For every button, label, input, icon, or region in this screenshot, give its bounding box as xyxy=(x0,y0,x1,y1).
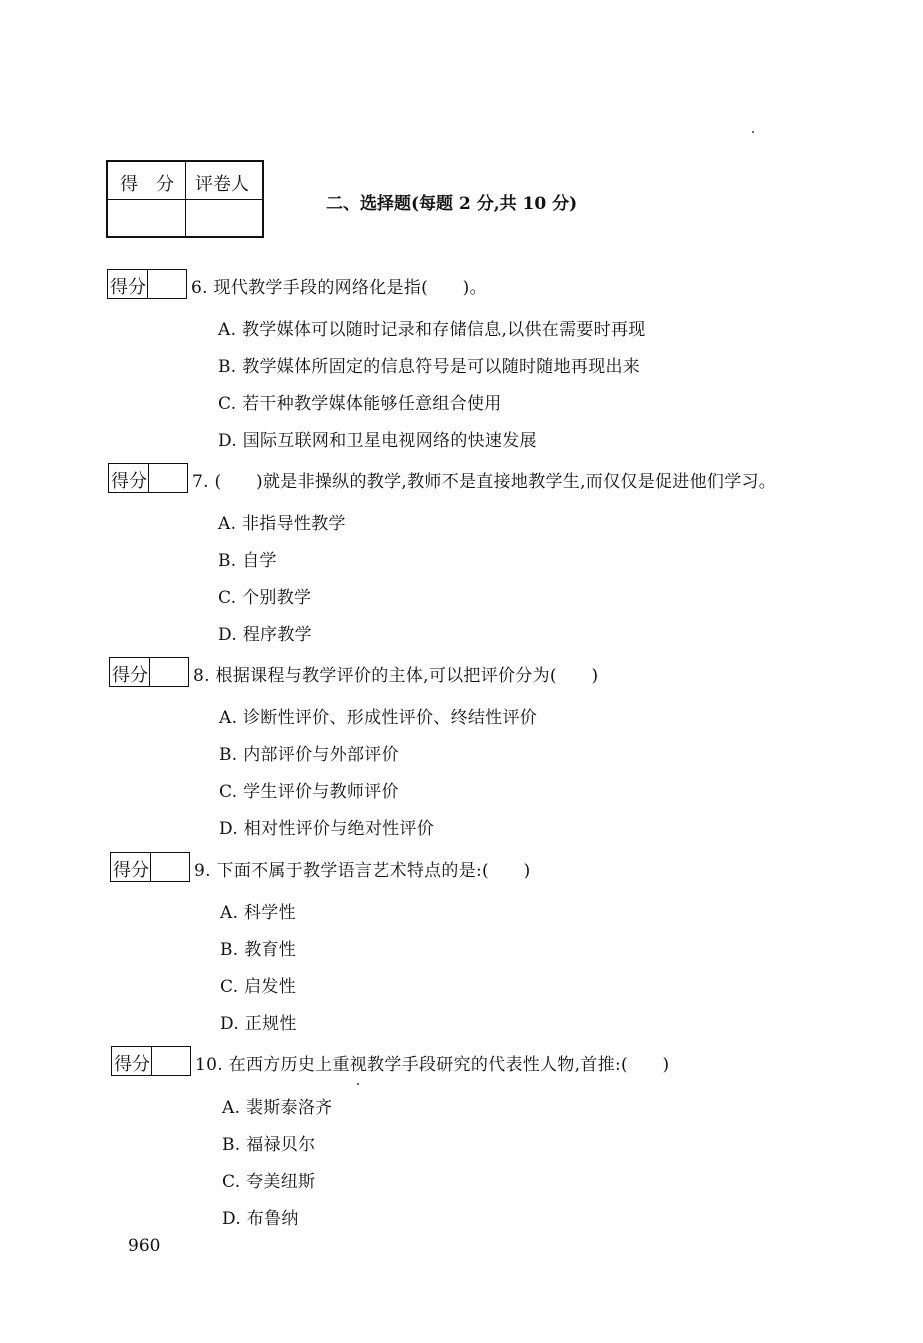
question-9-option-b: B. 教育性 xyxy=(220,940,297,960)
question-7-option-a: A. 非指导性教学 xyxy=(218,514,346,534)
grader-header: 评卷人 xyxy=(195,174,249,195)
score-box-label: 得分 xyxy=(112,665,148,686)
score-box-divider xyxy=(150,853,151,881)
question-7-option-b: B. 自学 xyxy=(218,551,277,571)
question-score-box xyxy=(109,657,189,687)
question-score-box xyxy=(111,1046,191,1076)
question-10: 10. 在西方历史上重视教学手段研究的代表性人物,首推:( ) xyxy=(195,1055,670,1075)
question-6-option-d: D. 国际互联网和卫星电视网络的快速发展 xyxy=(218,431,537,451)
score-box-label: 得分 xyxy=(111,471,147,492)
question-8-option-b: B. 内部评价与外部评价 xyxy=(219,745,399,765)
question-8-option-c: C. 学生评价与教师评价 xyxy=(219,782,399,802)
score-box-label: 得分 xyxy=(114,1054,150,1075)
question-6-option-c: C. 若干种教学媒体能够任意组合使用 xyxy=(218,394,502,414)
question-10-option-b: B. 福禄贝尔 xyxy=(222,1135,316,1155)
table-divider xyxy=(108,199,262,200)
question-7-option-c: C. 个别教学 xyxy=(218,588,312,608)
question-7-option-d: D. 程序教学 xyxy=(218,625,312,645)
question-score-box xyxy=(107,269,187,299)
question-8-option-a: A. 诊断性评价、形成性评价、终结性评价 xyxy=(219,708,538,728)
question-6: 6. 现代教学手段的网络化是指( )。 xyxy=(191,278,487,298)
question-9-option-c: C. 启发性 xyxy=(220,977,297,997)
score-box-label: 得分 xyxy=(110,277,146,298)
question-10-option-c: C. 夸美纽斯 xyxy=(222,1172,316,1192)
score-box-divider xyxy=(149,658,150,686)
question-9-option-a: A. 科学性 xyxy=(220,903,296,923)
question-9-option-d: D. 正规性 xyxy=(220,1014,297,1034)
scan-speck xyxy=(752,131,754,133)
section-title: 二、选择题(每题 2 分,共 10 分) xyxy=(326,194,578,214)
page-number: 960 xyxy=(128,1236,161,1256)
question-9: 9. 下面不属于教学语言艺术特点的是:( ) xyxy=(194,861,531,881)
grading-table xyxy=(106,160,264,238)
score-box-label: 得分 xyxy=(113,860,149,881)
question-7: 7. ( )就是非操纵的教学,教师不是直接地教学生,而仅仅是促进他们学习。 xyxy=(192,472,777,492)
question-6-option-b: B. 教学媒体所固定的信息符号是可以随时随地再现出来 xyxy=(218,357,641,377)
score-header: 得 分 xyxy=(120,174,174,195)
question-score-box xyxy=(110,852,190,882)
score-box-divider xyxy=(147,270,148,298)
question-score-box xyxy=(108,463,188,493)
question-8-option-d: D. 相对性评价与绝对性评价 xyxy=(219,819,435,839)
score-box-divider xyxy=(151,1047,152,1075)
question-8: 8. 根据课程与教学评价的主体,可以把评价分为( ) xyxy=(193,666,599,686)
scan-speck xyxy=(357,1083,359,1085)
question-6-option-a: A. 教学媒体可以随时记录和存储信息,以供在需要时再现 xyxy=(218,320,646,340)
score-box-divider xyxy=(148,464,149,492)
question-10-option-a: A. 裴斯泰洛齐 xyxy=(222,1098,333,1118)
question-10-option-d: D. 布鲁纳 xyxy=(222,1209,299,1229)
